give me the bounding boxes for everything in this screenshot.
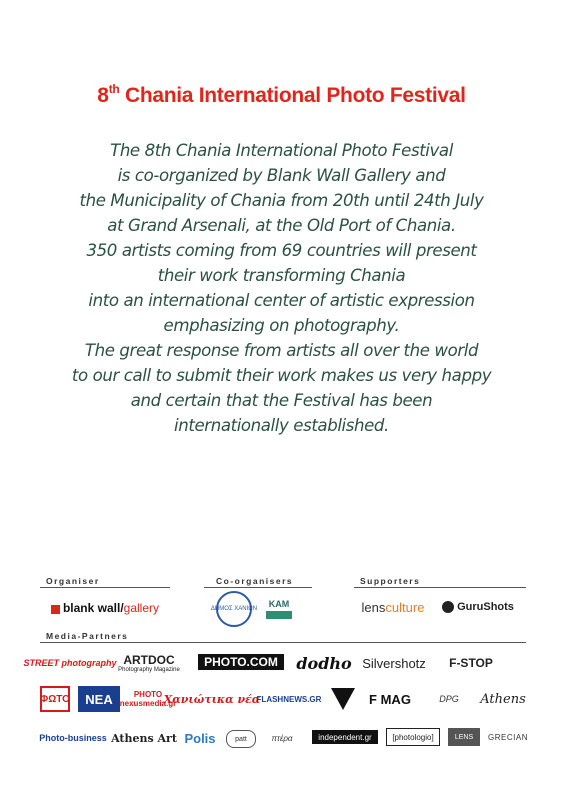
ptera-logo: πτέρα (271, 733, 293, 743)
photo-nexusmedia-logo: PHOTO nexusmedia.gr (119, 690, 177, 708)
body-line: into an international center of artistic expression (88, 291, 475, 310)
athens-logo: Athens (480, 691, 526, 707)
silvershotz-logo: Silvershotz (362, 655, 426, 671)
body-line: emphasizing on photography. (163, 316, 400, 335)
f-mag-logo: F MAG (369, 691, 411, 707)
body-line: internationally established. (174, 416, 389, 435)
festival-description (0, 138, 563, 438)
body-line: to our call to submit their work makes us very happy (71, 366, 492, 385)
photologio-logo: [photologio] (386, 728, 440, 746)
page-title: 8th Chania International Photo Festival (97, 82, 466, 107)
kam-logo: KAM (262, 594, 296, 624)
organiser-label: Organiser (46, 576, 100, 586)
municipality-chania-seal: ΔΗΜΟΣ ΧΑΝΙΩΝ (216, 591, 252, 627)
lens-pic-logo: LENS (448, 728, 480, 746)
blank-wall-gallery-logo: blank wall / gallery (40, 598, 170, 618)
red-square-icon (51, 605, 60, 614)
body-line: 350 artists coming from 69 countries will present (86, 241, 477, 260)
body-line: their work transforming Chania (157, 266, 406, 285)
grecian-logo: GRECIAN (488, 732, 528, 742)
patt-logo: patt (226, 730, 256, 748)
media-partners-label: Media-Partners (46, 631, 129, 641)
dodho-logo: dodho (296, 653, 352, 673)
polis-logo: Polis (184, 730, 216, 746)
body-line: is co-organized by Blank Wall Gallery and (117, 166, 446, 185)
tromx-logo (330, 686, 356, 712)
supporters-label: Supporters (360, 576, 421, 586)
xaniotika-nea-logo: Χανιώτικα νέα (163, 692, 261, 706)
f-stop-logo: F-STOP (449, 656, 493, 670)
body-line: The 8th Chania International Photo Festival (110, 141, 453, 160)
body-line: The great response from artists all over the world (84, 341, 479, 360)
coorganisers-label: Co-organisers (216, 576, 294, 586)
independent-gr-logo: independent.gr (312, 730, 378, 744)
athens-art-logo: Athens Art (111, 731, 177, 745)
supporters-divider (354, 587, 526, 588)
body-line: and certain that the Festival has been (130, 391, 433, 410)
foto-logo: ΦΩΤΟ (40, 686, 70, 712)
street-photography-logo: STREET photography (23, 658, 117, 668)
media-partners-divider (40, 642, 526, 643)
artdoc-logo: ARTDOC Photography Magazine (118, 653, 180, 673)
tromx-triangle-icon (330, 686, 356, 712)
coorganisers-divider (204, 587, 312, 588)
gurushots-logo: GuruShots (438, 596, 518, 618)
organiser-divider (40, 587, 170, 588)
flashnews-logo: FLASHNEWS.GR (256, 694, 322, 704)
body-line: at Grand Arsenali, at the Old Port of Chania. (107, 216, 456, 235)
body-line: the Municipality of Chania from 20th until 24th July (79, 191, 484, 210)
gurushots-icon (442, 601, 454, 613)
dpg-logo: DPG (439, 694, 459, 704)
1x-photo-com-logo: PHOTO.COM (198, 654, 284, 670)
kam-bar-icon (266, 611, 292, 619)
lensculture-logo: lens culture (361, 599, 425, 615)
nea-logo: NEA (78, 686, 120, 712)
photo-business-logo: Photo-business (39, 733, 107, 743)
